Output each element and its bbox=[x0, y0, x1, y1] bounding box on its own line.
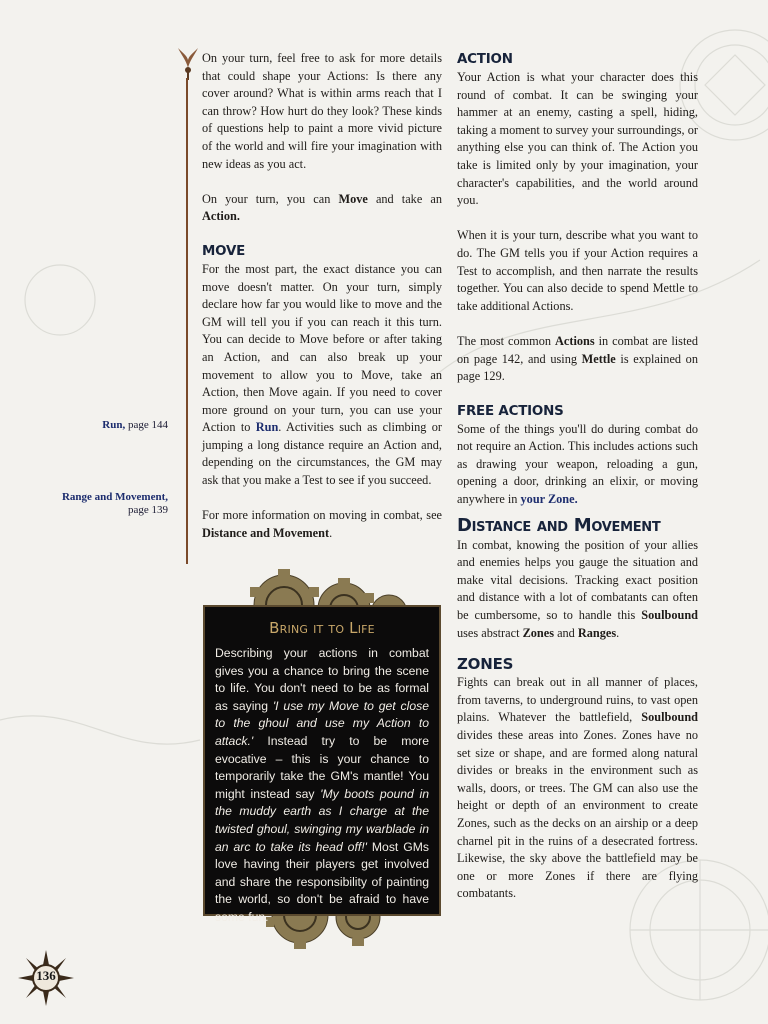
distance-movement-link[interactable]: Distance and Movement bbox=[202, 525, 330, 540]
sidebar-ref-run[interactable] bbox=[18, 419, 168, 432]
box-title: Bring it to Life bbox=[269, 619, 375, 637]
sidebar-ref-range[interactable] bbox=[18, 491, 168, 517]
turn-paragraph: On your turn, you can Move and take an Action. bbox=[202, 191, 442, 224]
mettle-term: Mettle bbox=[581, 351, 616, 366]
distance-movement-paragraph: In combat, knowing the position of your allies and enemies helps you gauge the situation and make vital decisions. Tracking exact position and distance with a lot of combatants can often be cumbersome, so to handle this Soulbound uses abstract Zones and Ranges. bbox=[457, 537, 698, 640]
run-link[interactable]: Run bbox=[255, 420, 279, 435]
margin-rule bbox=[186, 78, 188, 564]
box-quote-2: 'My boots pound in the muddy earth as I charge at the twisted ghoul, swinging my warblade in an arc to take its head off!' bbox=[215, 786, 429, 854]
sidebar-run-label: Run, bbox=[102, 419, 126, 431]
action-heading: ACTION bbox=[457, 52, 513, 67]
action-term: Action. bbox=[202, 209, 240, 224]
your-zone-link[interactable]: your Zone. bbox=[520, 492, 578, 507]
free-actions-heading: FREE ACTIONS bbox=[457, 403, 564, 419]
distance-movement-heading: Distance and Movement bbox=[457, 514, 661, 536]
move-heading: MOVE bbox=[202, 243, 246, 259]
turn-describe-paragraph: When it is your turn, describe what you want to do. The GM tells you if your Action requires a Test to accomplish, and then narrate the results together. You can also decide to spend Mettle to take additional Actions. bbox=[457, 228, 698, 313]
zones-paragraph: Fights can break out in all manner of places, from taverns, to underground ruins, to vast open plains. Whatever the battlefield, Soulbound divides these areas into Zones. Zones have no set size or shape, and are formed along natural divides or breaks in the environment such as walls, doors, or trees. The GM can also use the height or depth of an environment to create Zones, such as the decks on an airship or a deep charnel pit in the ruins of a desecrated fortress. Likewise, the sky above the battlefield may be one or more Zones if there are flying combatants. bbox=[457, 675, 698, 901]
box-body: Describing your actions in combat gives you a chance to bring the scene to life. You don't need to be as formal as saying 'I use my Move to get close to the ghoul and use my Action to attack.' Instead try to be more evocative – this is your chance to temporarily take the GM's mantle! You might instead say 'My boots pound in the muddy earth as I charge at the twisted ghoul, swinging my warblade in an arc to take its head off!' Most GMs love having their players get involved and share the responsibility of painting the world, so don't be afraid to have some fun. bbox=[215, 646, 430, 924]
action-paragraph: Your Action is what your character does this round of combat. It can be swinging your hammer at an enemy, casting a spell, hiding, taking a moment to survey your surroundings, or anything else you can think of. The Action you take is limited only by your imagination, your character's capabilities, and the world around you. bbox=[457, 70, 698, 208]
sidebar-range-label: Range and Movement, bbox=[61, 491, 168, 503]
common-actions-paragraph: The most common Actions in combat are listed on page 142, and using Mettle is explained on page 129. bbox=[457, 333, 698, 384]
zones-heading: ZONES bbox=[457, 655, 514, 674]
page-number: 136 bbox=[36, 968, 56, 983]
intro-paragraph: On your turn, feel free to ask for more details that could shape your Actions: Is there any cover around? What is within arms reach that I can throw? How hurt do they look? These kinds of questions help to paint a more vivid picture of the world and will fire your imagination with new ideas as you act. bbox=[202, 51, 442, 171]
box-quote-1: 'I use my Move to get close to the ghoul and use my Action to attack.' bbox=[215, 698, 430, 748]
actions-term: Actions bbox=[555, 333, 595, 348]
sidebar-run-page: page 144 bbox=[127, 419, 168, 431]
move-term: Move bbox=[338, 191, 368, 206]
right-column bbox=[457, 50, 698, 903]
sidebar-range-page: page 139 bbox=[127, 504, 168, 516]
bring-it-to-life-box bbox=[203, 605, 441, 924]
left-column bbox=[202, 50, 442, 542]
more-info-paragraph: For more information on moving in combat, see Distance and Movement. bbox=[202, 508, 442, 540]
move-paragraph: For the most part, the exact distance you can move doesn't matter. On your turn, simply declare how far you would like to move and the GM will tell you if you can reach it this turn. You can decide to Move before or after taking an Action, and can also break up your movement to allow you to Move, take an Action, then Move again. If you need to cover more ground on your turn, you can use your Action to Run. Activities such as climbing or jumping a long distance require an Action and, depending on the circumstances, the GM may ask that you make a Test to see if you succeed. bbox=[202, 261, 442, 488]
quill-icon bbox=[176, 46, 200, 80]
free-actions-paragraph: Some of the things you'll do during combat do not require an Action. This includes actions such as drawing your weapon, reloading a gun, opening a door, drinking an elixir, or moving anywhere in your Zone. bbox=[457, 421, 698, 507]
